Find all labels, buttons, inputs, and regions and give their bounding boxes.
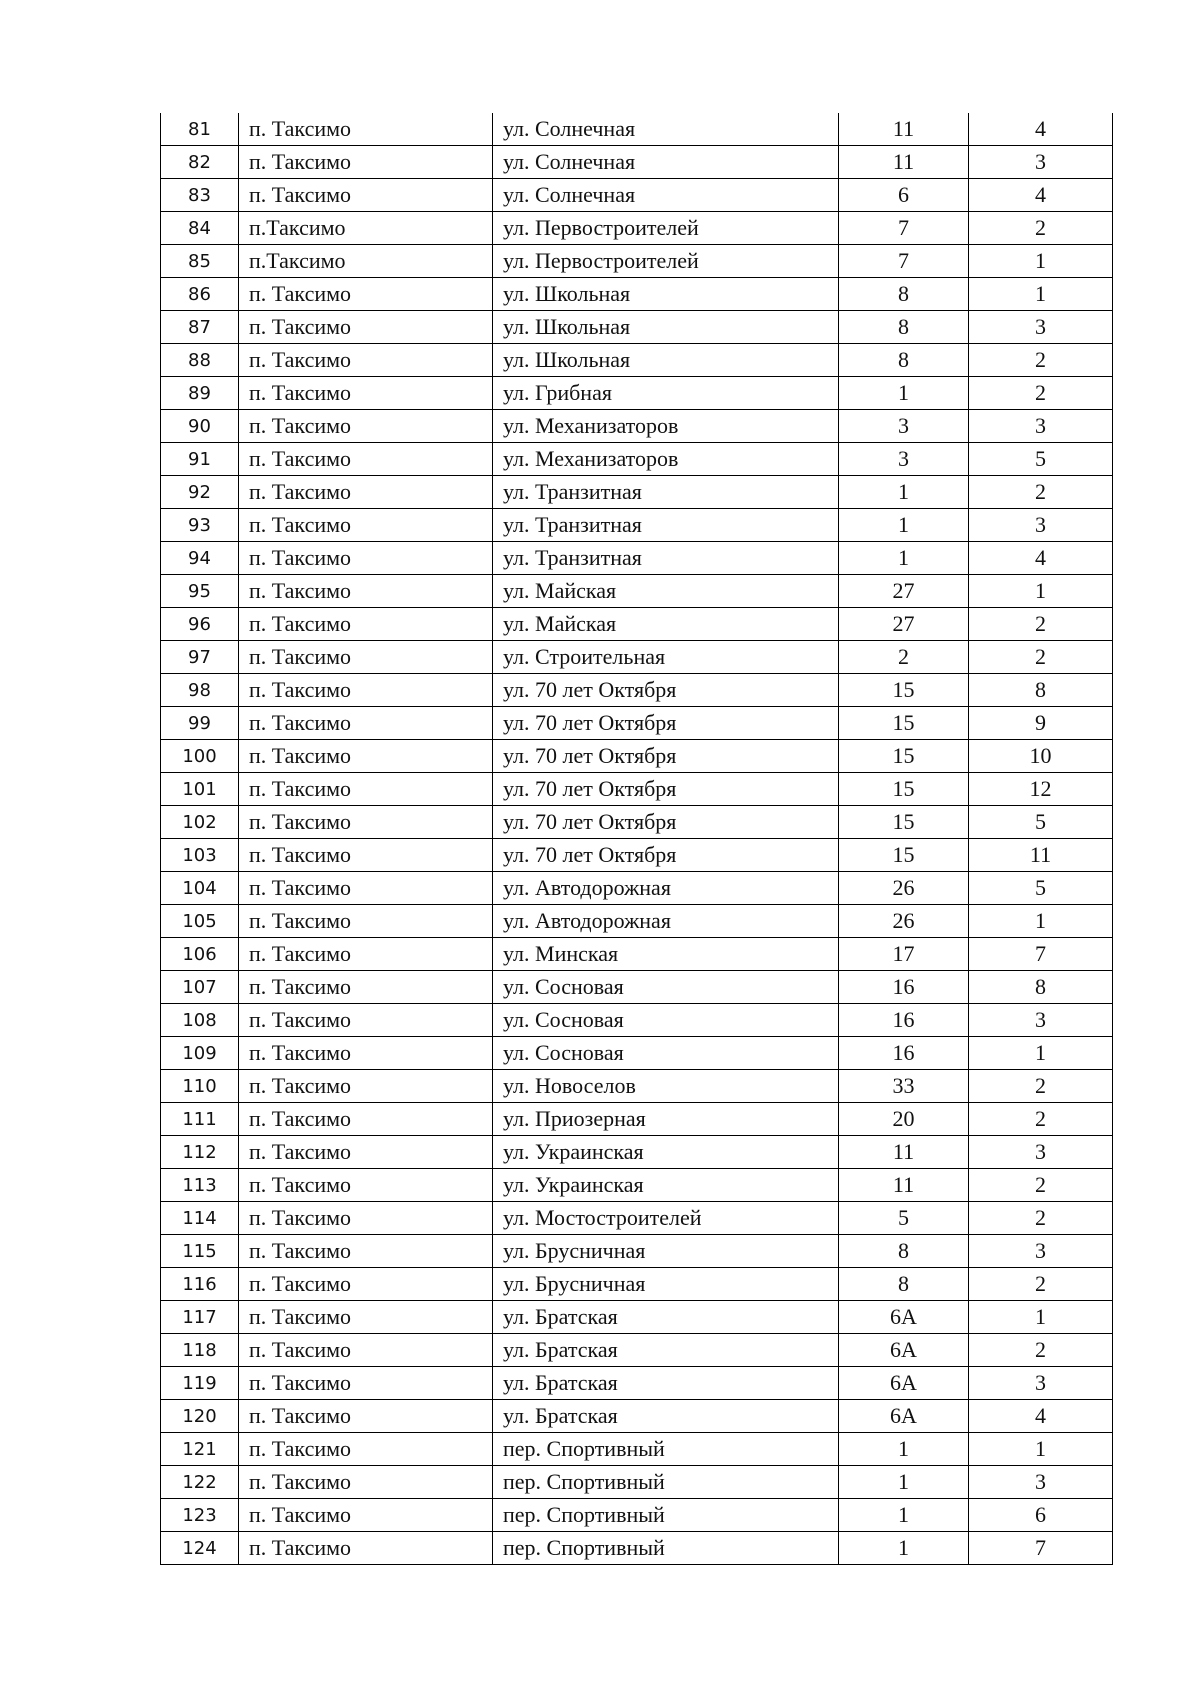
apartment-number-cell: 3 [969,1466,1113,1499]
settlement-cell: п. Таксимо [239,674,493,707]
apartment-number-cell: 3 [969,1367,1113,1400]
table-row [161,1367,1113,1400]
settlement-cell: п. Таксимо [239,1367,493,1400]
row-number: 97 [161,641,239,674]
settlement-cell: п. Таксимо [239,113,493,146]
row-number: 86 [161,278,239,311]
house-number-cell: 1 [839,509,969,542]
house-number-cell: 27 [839,608,969,641]
street-cell: ул. Украинская [493,1136,839,1169]
apartment-number-cell: 12 [969,773,1113,806]
apartment-number-cell: 4 [969,179,1113,212]
row-number: 116 [161,1268,239,1301]
apartment-number-cell: 4 [969,113,1113,146]
table-row [161,542,1113,575]
street-cell: ул. Солнечная [493,179,839,212]
table-row [161,608,1113,641]
apartment-number-cell: 8 [969,971,1113,1004]
apartment-number-cell: 2 [969,212,1113,245]
apartment-number-cell: 2 [969,1169,1113,1202]
apartment-number-cell: 1 [969,1301,1113,1334]
table-row [161,410,1113,443]
house-number-cell: 11 [839,146,969,179]
table-row [161,1268,1113,1301]
street-cell: ул. Транзитная [493,509,839,542]
house-number-cell: 8 [839,278,969,311]
apartment-number-cell: 4 [969,542,1113,575]
apartment-number-cell: 3 [969,410,1113,443]
settlement-cell: п. Таксимо [239,179,493,212]
settlement-cell: п. Таксимо [239,608,493,641]
apartment-number-cell: 1 [969,245,1113,278]
settlement-cell: п. Таксимо [239,707,493,740]
street-cell: ул. Школьная [493,311,839,344]
row-number: 110 [161,1070,239,1103]
table-row [161,278,1113,311]
row-number: 119 [161,1367,239,1400]
street-cell: ул. Новоселов [493,1070,839,1103]
settlement-cell: п. Таксимо [239,542,493,575]
house-number-cell: 7 [839,245,969,278]
street-cell: пер. Спортивный [493,1532,839,1565]
table-row [161,1070,1113,1103]
settlement-cell: п. Таксимо [239,740,493,773]
settlement-cell: п. Таксимо [239,410,493,443]
street-cell: ул. Мостостроителей [493,1202,839,1235]
apartment-number-cell: 2 [969,1202,1113,1235]
house-number-cell: 20 [839,1103,969,1136]
apartment-number-cell: 2 [969,1334,1113,1367]
street-cell: пер. Спортивный [493,1466,839,1499]
row-number: 87 [161,311,239,344]
house-number-cell: 27 [839,575,969,608]
settlement-cell: п. Таксимо [239,1433,493,1466]
row-number: 90 [161,410,239,443]
street-cell: ул. Сосновая [493,971,839,1004]
table-row [161,575,1113,608]
street-cell: ул. Транзитная [493,542,839,575]
apartment-number-cell: 11 [969,839,1113,872]
row-number: 113 [161,1169,239,1202]
row-number: 115 [161,1235,239,1268]
house-number-cell: 11 [839,1169,969,1202]
street-cell: пер. Спортивный [493,1499,839,1532]
settlement-cell: п. Таксимо [239,278,493,311]
house-number-cell: 15 [839,839,969,872]
table-row [161,509,1113,542]
apartment-number-cell: 6 [969,1499,1113,1532]
settlement-cell: п. Таксимо [239,872,493,905]
apartment-number-cell: 1 [969,905,1113,938]
table-row [161,1499,1113,1532]
table-row [161,179,1113,212]
row-number: 112 [161,1136,239,1169]
house-number-cell: 15 [839,806,969,839]
table-row [161,443,1113,476]
settlement-cell: п. Таксимо [239,971,493,1004]
street-cell: ул. Приозерная [493,1103,839,1136]
row-number: 84 [161,212,239,245]
settlement-cell: п. Таксимо [239,1136,493,1169]
table-row [161,707,1113,740]
house-number-cell: 8 [839,311,969,344]
street-cell: ул. Первостроителей [493,245,839,278]
house-number-cell: 26 [839,905,969,938]
apartment-number-cell: 3 [969,1004,1113,1037]
street-cell: ул. Автодорожная [493,905,839,938]
row-number: 117 [161,1301,239,1334]
address-table [160,113,1113,1565]
street-cell: ул. Брусничная [493,1235,839,1268]
table-row [161,1334,1113,1367]
house-number-cell: 15 [839,773,969,806]
table-row [161,311,1113,344]
row-number: 94 [161,542,239,575]
apartment-number-cell: 7 [969,938,1113,971]
street-cell: ул. Сосновая [493,1004,839,1037]
table-row [161,1301,1113,1334]
house-number-cell: 1 [839,542,969,575]
table-row [161,938,1113,971]
house-number-cell: 6А [839,1334,969,1367]
street-cell: ул. Механизаторов [493,443,839,476]
apartment-number-cell: 1 [969,278,1113,311]
settlement-cell: п. Таксимо [239,1235,493,1268]
apartment-number-cell: 3 [969,146,1113,179]
table-row [161,476,1113,509]
street-cell: ул. 70 лет Октября [493,773,839,806]
apartment-number-cell: 4 [969,1400,1113,1433]
apartment-number-cell: 2 [969,476,1113,509]
apartment-number-cell: 5 [969,872,1113,905]
settlement-cell: п. Таксимо [239,509,493,542]
street-cell: ул. Майская [493,575,839,608]
street-cell: ул. Братская [493,1301,839,1334]
house-number-cell: 11 [839,1136,969,1169]
row-number: 98 [161,674,239,707]
apartment-number-cell: 7 [969,1532,1113,1565]
street-cell: ул. Украинская [493,1169,839,1202]
table-row [161,1466,1113,1499]
row-number: 85 [161,245,239,278]
table-row [161,971,1113,1004]
table-row [161,1433,1113,1466]
apartment-number-cell: 2 [969,1103,1113,1136]
row-number: 111 [161,1103,239,1136]
table-row [161,1400,1113,1433]
house-number-cell: 17 [839,938,969,971]
row-number: 106 [161,938,239,971]
house-number-cell: 15 [839,740,969,773]
street-cell: ул. Механизаторов [493,410,839,443]
row-number: 124 [161,1532,239,1565]
table-row [161,740,1113,773]
house-number-cell: 16 [839,1037,969,1070]
house-number-cell: 15 [839,674,969,707]
table-row [161,245,1113,278]
house-number-cell: 8 [839,1268,969,1301]
house-number-cell: 1 [839,476,969,509]
apartment-number-cell: 3 [969,311,1113,344]
settlement-cell: п.Таксимо [239,212,493,245]
apartment-number-cell: 5 [969,806,1113,839]
house-number-cell: 16 [839,1004,969,1037]
street-cell: ул. Братская [493,1334,839,1367]
table-row [161,1136,1113,1169]
row-number: 105 [161,905,239,938]
settlement-cell: п.Таксимо [239,245,493,278]
apartment-number-cell: 1 [969,1433,1113,1466]
house-number-cell: 6А [839,1301,969,1334]
address-table-body [161,113,1113,1565]
house-number-cell: 3 [839,443,969,476]
table-row [161,1103,1113,1136]
apartment-number-cell: 9 [969,707,1113,740]
house-number-cell: 33 [839,1070,969,1103]
row-number: 122 [161,1466,239,1499]
apartment-number-cell: 3 [969,1235,1113,1268]
house-number-cell: 16 [839,971,969,1004]
row-number: 109 [161,1037,239,1070]
house-number-cell: 26 [839,872,969,905]
row-number: 93 [161,509,239,542]
apartment-number-cell: 2 [969,344,1113,377]
apartment-number-cell: 1 [969,1037,1113,1070]
table-row [161,377,1113,410]
row-number: 123 [161,1499,239,1532]
settlement-cell: п. Таксимо [239,1334,493,1367]
table-row [161,212,1113,245]
street-cell: ул. 70 лет Октября [493,806,839,839]
house-number-cell: 5 [839,1202,969,1235]
apartment-number-cell: 2 [969,377,1113,410]
table-row [161,1169,1113,1202]
apartment-number-cell: 2 [969,1070,1113,1103]
table-row [161,773,1113,806]
apartment-number-cell: 2 [969,608,1113,641]
house-number-cell: 8 [839,1235,969,1268]
settlement-cell: п. Таксимо [239,377,493,410]
street-cell: ул. Солнечная [493,146,839,179]
settlement-cell: п. Таксимо [239,773,493,806]
settlement-cell: п. Таксимо [239,839,493,872]
settlement-cell: п. Таксимо [239,1169,493,1202]
table-row [161,1004,1113,1037]
row-number: 121 [161,1433,239,1466]
house-number-cell: 15 [839,707,969,740]
row-number: 81 [161,113,239,146]
settlement-cell: п. Таксимо [239,1268,493,1301]
house-number-cell: 7 [839,212,969,245]
settlement-cell: п. Таксимо [239,806,493,839]
row-number: 108 [161,1004,239,1037]
row-number: 82 [161,146,239,179]
street-cell: ул. Солнечная [493,113,839,146]
table-row [161,1202,1113,1235]
apartment-number-cell: 2 [969,1268,1113,1301]
apartment-number-cell: 10 [969,740,1113,773]
row-number: 101 [161,773,239,806]
house-number-cell: 1 [839,1466,969,1499]
table-row [161,872,1113,905]
settlement-cell: п. Таксимо [239,311,493,344]
settlement-cell: п. Таксимо [239,443,493,476]
house-number-cell: 2 [839,641,969,674]
house-number-cell: 1 [839,1499,969,1532]
table-row [161,806,1113,839]
row-number: 88 [161,344,239,377]
row-number: 92 [161,476,239,509]
table-row [161,1235,1113,1268]
settlement-cell: п. Таксимо [239,146,493,179]
settlement-cell: п. Таксимо [239,1499,493,1532]
table-row [161,905,1113,938]
row-number: 99 [161,707,239,740]
house-number-cell: 1 [839,1532,969,1565]
row-number: 107 [161,971,239,1004]
settlement-cell: п. Таксимо [239,476,493,509]
house-number-cell: 8 [839,344,969,377]
street-cell: ул. Майская [493,608,839,641]
row-number: 95 [161,575,239,608]
house-number-cell: 11 [839,113,969,146]
settlement-cell: п. Таксимо [239,1037,493,1070]
settlement-cell: п. Таксимо [239,1070,493,1103]
street-cell: ул. Автодорожная [493,872,839,905]
table-row [161,839,1113,872]
street-cell: ул. Брусничная [493,1268,839,1301]
row-number: 91 [161,443,239,476]
settlement-cell: п. Таксимо [239,905,493,938]
apartment-number-cell: 3 [969,509,1113,542]
street-cell: пер. Спортивный [493,1433,839,1466]
settlement-cell: п. Таксимо [239,344,493,377]
house-number-cell: 1 [839,1433,969,1466]
row-number: 100 [161,740,239,773]
table-row [161,674,1113,707]
house-number-cell: 1 [839,377,969,410]
settlement-cell: п. Таксимо [239,1400,493,1433]
table-row [161,641,1113,674]
row-number: 118 [161,1334,239,1367]
settlement-cell: п. Таксимо [239,1532,493,1565]
street-cell: ул. 70 лет Октября [493,839,839,872]
street-cell: ул. Школьная [493,344,839,377]
row-number: 120 [161,1400,239,1433]
table-row [161,1037,1113,1070]
row-number: 83 [161,179,239,212]
house-number-cell: 6 [839,179,969,212]
table-row [161,1532,1113,1565]
table-row [161,113,1113,146]
street-cell: ул. Минская [493,938,839,971]
row-number: 114 [161,1202,239,1235]
apartment-number-cell: 8 [969,674,1113,707]
street-cell: ул. Строительная [493,641,839,674]
row-number: 89 [161,377,239,410]
house-number-cell: 6А [839,1367,969,1400]
apartment-number-cell: 5 [969,443,1113,476]
row-number: 103 [161,839,239,872]
street-cell: ул. Братская [493,1367,839,1400]
row-number: 104 [161,872,239,905]
street-cell: ул. Транзитная [493,476,839,509]
settlement-cell: п. Таксимо [239,938,493,971]
street-cell: ул. 70 лет Октября [493,707,839,740]
house-number-cell: 6А [839,1400,969,1433]
settlement-cell: п. Таксимо [239,641,493,674]
row-number: 96 [161,608,239,641]
street-cell: ул. 70 лет Октября [493,674,839,707]
table-row [161,344,1113,377]
street-cell: ул. Школьная [493,278,839,311]
settlement-cell: п. Таксимо [239,1466,493,1499]
apartment-number-cell: 2 [969,641,1113,674]
table-row [161,146,1113,179]
street-cell: ул. 70 лет Октября [493,740,839,773]
apartment-number-cell: 3 [969,1136,1113,1169]
settlement-cell: п. Таксимо [239,1103,493,1136]
street-cell: ул. Первостроителей [493,212,839,245]
street-cell: ул. Братская [493,1400,839,1433]
street-cell: ул. Грибная [493,377,839,410]
settlement-cell: п. Таксимо [239,1301,493,1334]
apartment-number-cell: 1 [969,575,1113,608]
row-number: 102 [161,806,239,839]
street-cell: ул. Сосновая [493,1037,839,1070]
settlement-cell: п. Таксимо [239,1202,493,1235]
house-number-cell: 3 [839,410,969,443]
settlement-cell: п. Таксимо [239,575,493,608]
settlement-cell: п. Таксимо [239,1004,493,1037]
